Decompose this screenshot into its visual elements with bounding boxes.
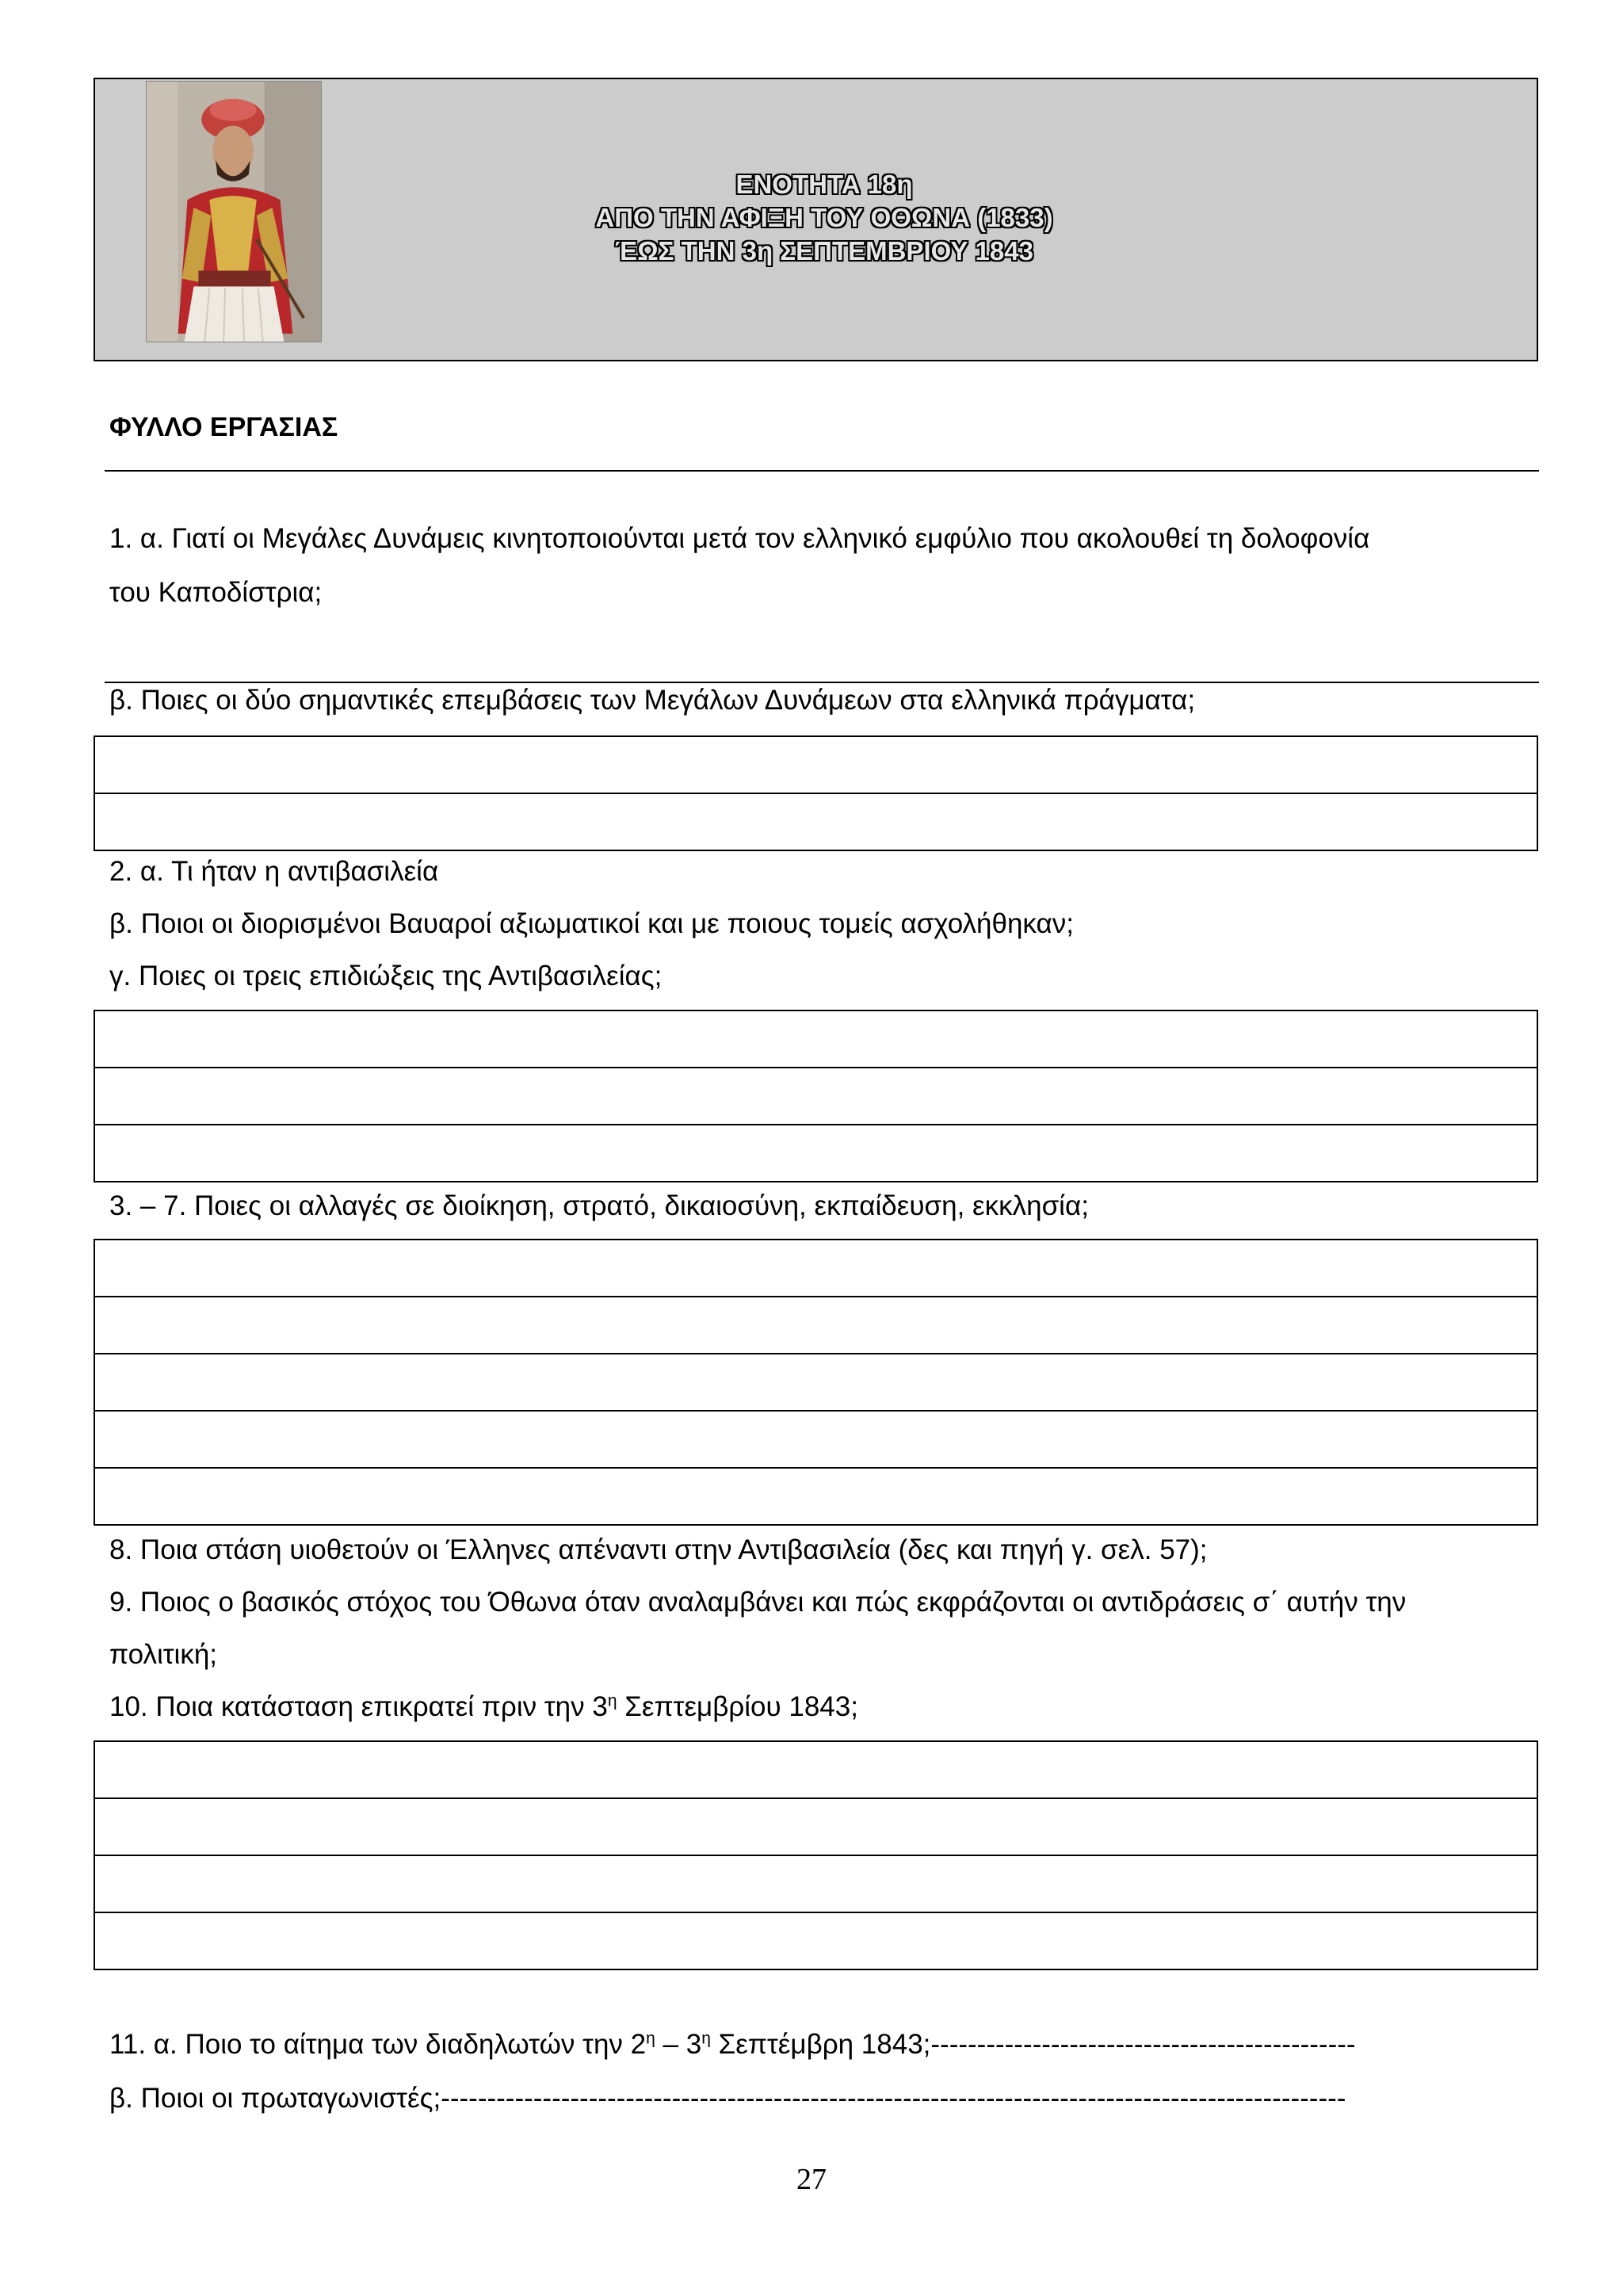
question-2a: 2. α. Τι ήταν η αντιβασιλεία: [109, 856, 439, 887]
question-1a-line-1: 1. α. Γιατί οι Μεγάλες Δυνάμεις κινητοποιούνται μετά τον ελληνικό εμφύλιο που ακολουθεί τη δολοφονία: [109, 523, 1370, 554]
question-11a-text: 11. α. Ποιο το αίτημα των διαδηλωτών την 2: [109, 2029, 647, 2060]
answer-row[interactable]: [94, 736, 1537, 793]
worksheet-title: ΦΥΛΛΟ ΕΡΓΑΣΙΑΣ: [109, 412, 338, 442]
question-10: [109, 1690, 858, 1725]
answer-row[interactable]: [94, 1010, 1537, 1068]
answer-row[interactable]: [94, 1125, 1537, 1182]
header-title-line-2: ΑΠΟ ΤΗΝ ΑΦΙΞΗ ΤΟΥ ΟΘΩΝΑ (1833): [595, 203, 1053, 232]
question-8: 8. Ποια στάση υιοθετούν οι Έλληνες απέναντι στην Αντιβασιλεία (δες και πηγή γ. σελ. 57);: [109, 1534, 1208, 1565]
question-11a-text-mid: – 3: [655, 2029, 702, 2060]
answer-row[interactable]: [94, 1297, 1537, 1354]
question-2b: β. Ποιοι οι διορισμένοι Βαυαροί αξιωματικοί και με ποιους τομείς ασχολήθηκαν;: [109, 908, 1074, 939]
question-11a-superscript-1: η: [646, 2029, 655, 2048]
answer-table-2: [94, 1010, 1538, 1182]
answer-row[interactable]: [94, 793, 1537, 850]
answer-row[interactable]: [94, 1855, 1537, 1912]
question-11a-text-end: Σεπτέμβρη 1843;----------------------------------------------: [710, 2029, 1356, 2060]
question-1a-line-2: του Καποδίστρια;: [109, 577, 323, 608]
header-title: [349, 168, 1300, 268]
portrait-image: [146, 81, 322, 342]
answer-row[interactable]: [94, 1741, 1537, 1798]
answer-table-3-7: [94, 1239, 1538, 1526]
header-title-line-3: ΈΩΣ ΤΗΝ 3η ΣΕΠΤΕΜΒΡΙΟΥ 1843: [615, 236, 1033, 266]
question-11a-superscript-2: η: [701, 2029, 711, 2048]
question-11b: β. Ποιοι οι πρωταγωνιστές;--------------------------------------------------------------------------------------------------: [109, 2083, 1346, 2114]
title-divider: [105, 470, 1539, 472]
question-2c: γ. Ποιες οι τρεις επιδιώξεις της Αντιβασιλείας;: [109, 961, 663, 991]
answer-row[interactable]: [94, 1468, 1537, 1525]
question-9-line-2: πολιτική;: [109, 1639, 218, 1670]
header-title-line-1: ΕΝΟΤΗΤΑ 18η: [735, 170, 913, 199]
question-10-text-end: Σεπτεμβρίου 1843;: [617, 1691, 858, 1722]
question-10-text: 10. Ποια κατάσταση επικρατεί πριν την 3: [109, 1691, 608, 1722]
answer-row[interactable]: [94, 1798, 1537, 1855]
question-3-7: 3. – 7. Ποιες οι αλλαγές σε διοίκηση, στρατό, δικαιοσύνη, εκπαίδευση, εκκλησία;: [109, 1190, 1089, 1221]
answer-row[interactable]: [94, 1354, 1537, 1411]
question-10-superscript: η: [607, 1691, 617, 1710]
answer-table-8-10: [94, 1740, 1538, 1970]
question-11a: [109, 2027, 1356, 2062]
page-number: 27: [796, 2163, 827, 2196]
question-1b: β. Ποιες οι δύο σημαντικές επεμβάσεις των Μεγάλων Δυνάμεων στα ελληνικά πράγματα;: [109, 685, 1196, 716]
answer-row[interactable]: [94, 1411, 1537, 1468]
answer-row[interactable]: [94, 1240, 1537, 1297]
question-9-line-1: 9. Ποιος ο βασικός στόχος του Όθωνα όταν αναλαμβάνει και πώς εκφράζονται οι αντιδράσεις σ΄ αυτήν την: [109, 1587, 1407, 1618]
answer-row[interactable]: [94, 1912, 1537, 1969]
answer-row[interactable]: [94, 1068, 1537, 1125]
answer-table-1b: [94, 735, 1538, 851]
